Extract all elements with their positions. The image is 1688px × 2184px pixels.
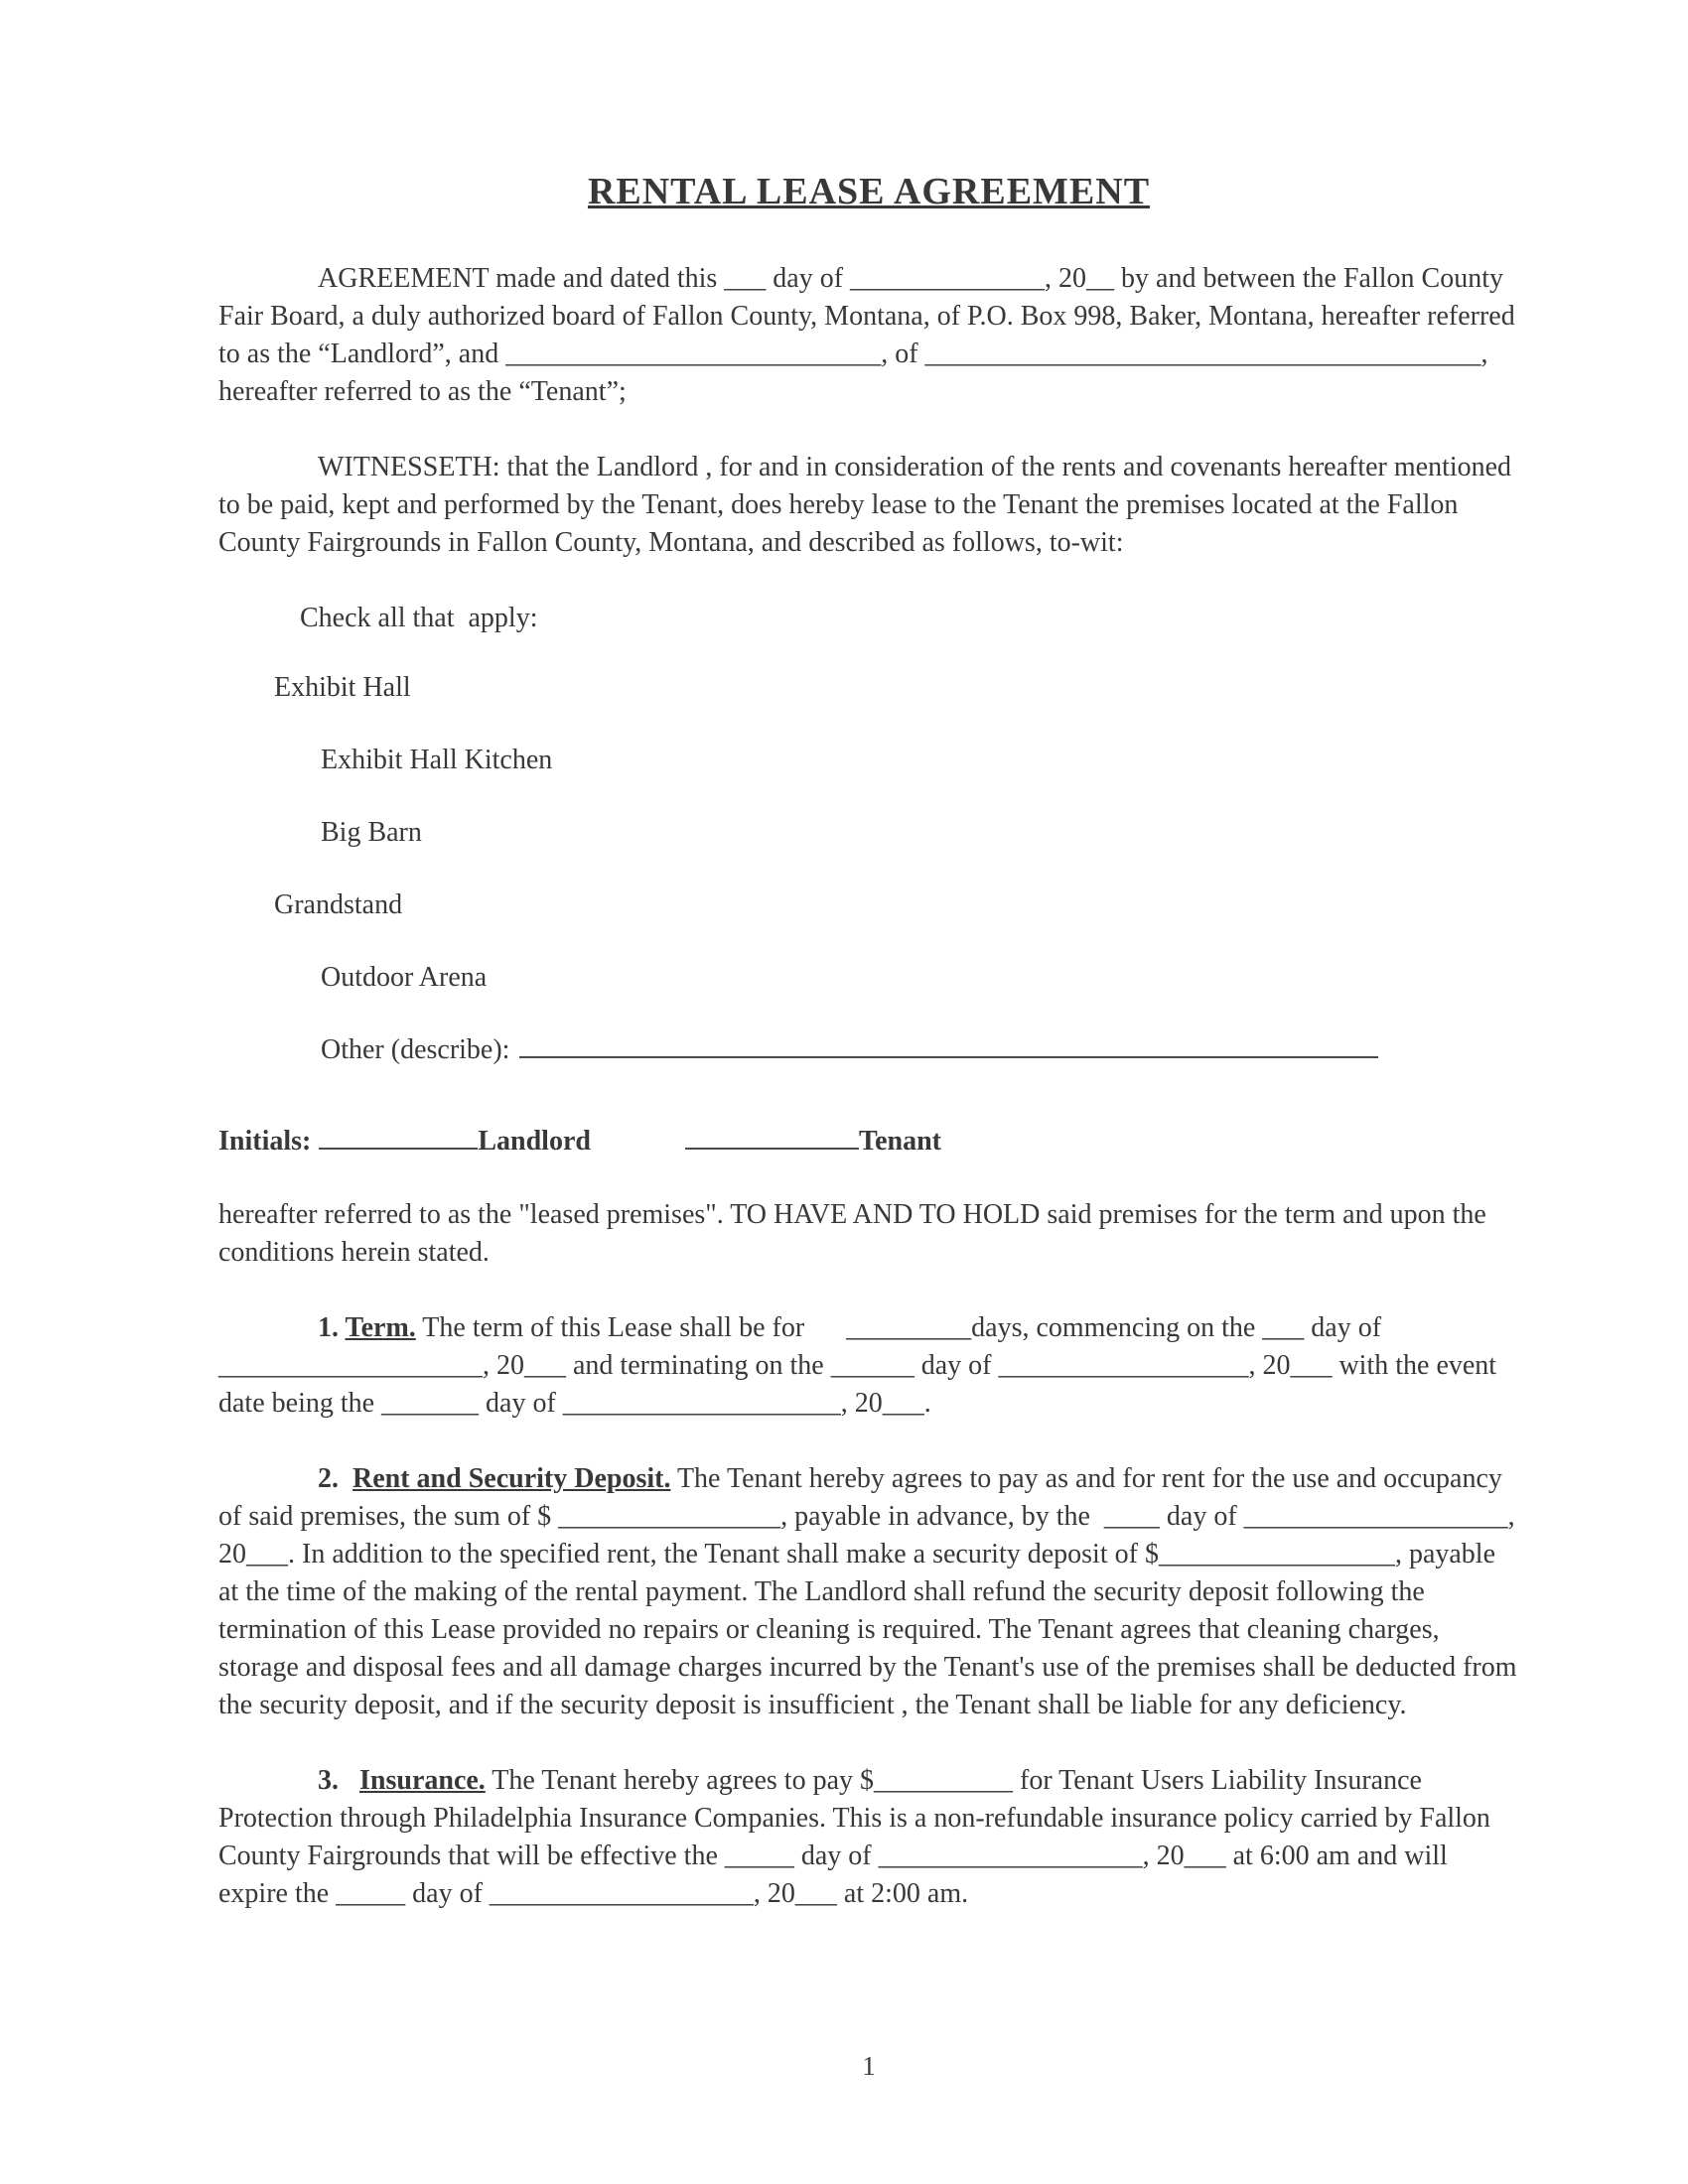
checklist-instruction: Check all that apply:	[300, 603, 538, 633]
section-insurance-number: 3.	[318, 1765, 359, 1796]
tenant-label: Tenant	[858, 1126, 941, 1157]
section-rent-deposit-paragraph	[218, 1460, 1524, 1724]
witnesseth-paragraph: WITNESSETH: that the Landlord , for and in consideration of the rents and covenants hereafter mentioned to be paid, kept and performed by the Tenant, does hereby lease to the Tenant the premises located at the Fallon County Fairgrounds in Fallon County, Montana, and described as follows, to-wit:	[218, 452, 1519, 558]
section-insurance-heading: Insurance.	[359, 1765, 486, 1796]
initials-label: Initials:	[218, 1126, 312, 1157]
section-term-heading: Term.	[345, 1312, 416, 1343]
other-describe-label: Other (describe):	[321, 1034, 510, 1065]
checklist-item-exhibit-hall-kitchen: Exhibit Hall Kitchen	[321, 745, 553, 775]
section-rent-deposit-number: 2.	[318, 1463, 352, 1494]
section-rent-deposit-heading: Rent and Security Deposit.	[352, 1463, 671, 1494]
checklist-item-exhibit-hall: Exhibit Hall	[274, 672, 411, 703]
checklist-item-other	[321, 1031, 1519, 1069]
checklist-item-big-barn: Big Barn	[321, 817, 422, 848]
checklist-item-outdoor-arena: Outdoor Arena	[321, 962, 488, 993]
section-insurance-body: The Tenant hereby agrees to pay $__________ for Tenant Users Liability Insurance Protection through Philadelphia Insurance Companies. This is a non-refundable insurance policy carried by Fallon County Fairgrounds that will be effective the _____ day of ___________________, 20___ at 6:00 am and will expire the _____ day of ___________________, 20___ at 2:00 am.	[218, 1765, 1497, 1909]
section-term-paragraph	[218, 1309, 1519, 1423]
agreement-intro-paragraph: AGREEMENT made and dated this ___ day of ______________, 20__ by and between the Fallon County Fair Board, a duly authorized board of Fallon County, Montana, of P.O. Box 998, Baker, Montana, hereafter referred to as the “Landlord”, and ___________________________, of ________________________________________, hereafter referred to as the “Tenant”;	[218, 263, 1522, 407]
section-rent-deposit-body: The Tenant hereby agrees to pay as and for rent for the use and occupancy of said premises, the sum of $ ________________, payable in advance, by the ____ day of ___________________, 20___. In addition to the specified rent, the Tenant shall make a security deposit of $_________________, payable at the time of the making of the rental payment. The Landlord shall refund the security deposit following the termination of this Lease provided no repairs or cleaning is required. The Tenant agrees that cleaning charges, storage and disposal fees and all damage charges incurred by the Tenant's use of the premises shall be deducted from the security deposit, and if the security deposit is insufficient , the Tenant shall be liable for any deficiency.	[218, 1463, 1524, 1720]
section-insurance-paragraph	[218, 1762, 1519, 1913]
document-title: RENTAL LEASE AGREEMENT	[587, 171, 1151, 212]
tenant-initials-blank	[685, 1142, 859, 1150]
section-term-body: The term of this Lease shall be for _________days, commencing on the ___ day of ___________________, 20___ and terminating on the ______ day of __________________, 20___ with the event date being the _______ day of ____________________, 20___.	[218, 1312, 1504, 1419]
other-describe-blank	[519, 1050, 1378, 1058]
premises-clause-paragraph: hereafter referred to as the "leased premises". TO HAVE AND TO HOLD said premises for the term and upon the conditions herein stated.	[218, 1199, 1493, 1268]
section-term-number: 1.	[318, 1312, 346, 1343]
initials-line	[218, 1123, 1519, 1160]
page-number: 1	[862, 2051, 876, 2081]
landlord-initials-blank	[319, 1142, 478, 1150]
landlord-label: Landlord	[478, 1126, 591, 1157]
checklist-item-grandstand: Grandstand	[274, 889, 403, 920]
